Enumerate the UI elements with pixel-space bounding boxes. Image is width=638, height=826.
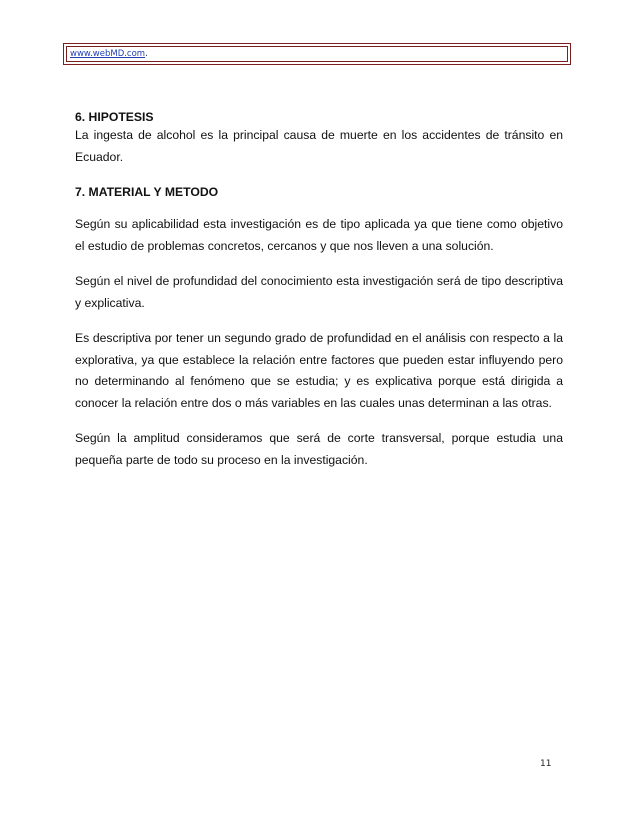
page-header (63, 43, 571, 65)
hipotesis-paragraph: La ingesta de alcohol es la principal causa de muerte en los accidentes de tránsito en Ecuador. (75, 128, 563, 164)
section-heading-material-metodo: 7. MATERIAL Y METODO (75, 185, 219, 199)
header-link-suffix: . (145, 49, 148, 59)
metodo-paragraph-2: Según el nivel de profundidad del conocimiento esta investigación será de tipo descriptiva y explicativa. (75, 274, 563, 310)
metodo-paragraph-4: Según la amplitud consideramos que será de corte transversal, porque estudia una pequeña parte de todo su proceso en la investigación. (75, 431, 563, 467)
document-body (75, 110, 563, 471)
section-heading-hipotesis: 6. HIPOTESIS (75, 110, 154, 124)
metodo-paragraph-1: Según su aplicabilidad esta investigación es de tipo aplicada ya que tiene como objetivo el estudio de problemas concretos, cercanos y que nos lleven a una solución. (75, 217, 563, 253)
website-link[interactable]: www.webMD.com (70, 49, 146, 59)
metodo-paragraph-3: Es descriptiva por tener un segundo grado de profundidad en el análisis con respecto a la explorativa, ya que establece la relación entre factores que pueden estar influyendo pero no determinando al fenómeno que se estudia; y es explicativa porque está dirigida a conocer la relación entre dos o más variables en las cuales unas determinan a las otras. (75, 331, 563, 410)
page-number: 11 (540, 759, 552, 769)
header-link-text (70, 49, 148, 59)
